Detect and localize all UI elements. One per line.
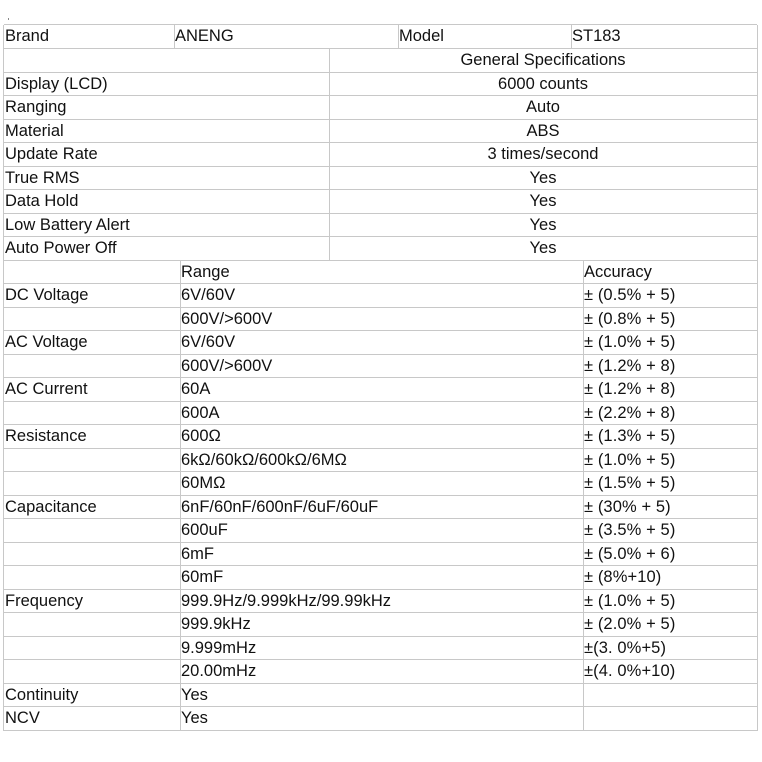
accuracy-value: ± (2.2% + 8) — [584, 403, 676, 422]
cell-border — [757, 308, 758, 332]
general-row — [4, 214, 757, 238]
accuracy-value: ± (3.5% + 5) — [584, 521, 676, 539]
general-row — [4, 96, 757, 120]
cell-border — [757, 378, 758, 402]
function-label — [4, 543, 5, 566]
spec-row — [4, 355, 757, 379]
range-value: 600V/>600V — [181, 309, 273, 328]
accuracy-value: ± (1.2% + 8) — [584, 356, 676, 375]
accuracy-value — [583, 707, 584, 730]
general-row — [4, 120, 757, 144]
range-value: 60A — [181, 380, 211, 398]
general-label: Auto Power Off — [5, 239, 117, 257]
general-value: 6000 counts — [498, 74, 588, 93]
general-row — [4, 190, 757, 214]
accuracy-value: ± (1.3% + 5) — [584, 427, 676, 445]
cell-border — [3, 261, 4, 285]
accuracy-value: ± (0.8% + 5) — [584, 309, 676, 328]
cell-border — [757, 96, 758, 120]
function-label — [4, 566, 5, 589]
cell-border — [757, 49, 758, 73]
spec-row — [4, 378, 757, 402]
general-value: Yes — [529, 192, 557, 210]
accuracy-value: ± (1.5% + 5) — [584, 474, 676, 492]
general-value: Yes — [529, 168, 557, 187]
function-label: AC Current — [5, 380, 88, 398]
spec-row — [4, 284, 757, 308]
cell-border — [757, 237, 758, 261]
cell-border — [757, 143, 758, 167]
general-value: Yes — [529, 239, 557, 257]
spec-row — [4, 308, 757, 332]
general-row — [4, 237, 757, 261]
cell-border — [757, 73, 758, 97]
cell-border — [757, 660, 758, 684]
spec-row — [4, 331, 757, 355]
cell-border — [757, 167, 758, 191]
range-header: Range — [181, 262, 230, 281]
general-value: 3 times/second — [487, 145, 599, 163]
cell-border — [757, 472, 758, 496]
general-label: Data Hold — [5, 192, 79, 210]
range-value: 60MΩ — [181, 474, 226, 492]
accuracy-value: ±(4. 0%+10) — [584, 662, 676, 680]
general-value: Auto — [526, 98, 560, 116]
general-label: Ranging — [5, 98, 67, 116]
brand-label: Brand — [5, 27, 50, 45]
function-label — [4, 402, 5, 425]
range-value: 600Ω — [181, 427, 221, 445]
function-label: Resistance — [5, 427, 87, 445]
spec-row — [4, 472, 757, 496]
function-label — [4, 472, 5, 495]
model-value: ST183 — [572, 27, 621, 45]
cell-border — [757, 261, 758, 285]
function-label — [4, 519, 5, 542]
accuracy-value: ±(3. 0%+5) — [584, 638, 667, 657]
accuracy-value: ± (1.2% + 8) — [584, 380, 676, 398]
spec-row — [4, 637, 757, 661]
range-value: 60mF — [181, 568, 224, 586]
range-value: 9.999mHz — [181, 638, 257, 657]
range-value: 999.9Hz/9.999kHz/99.99kHz — [181, 591, 392, 610]
cell-border — [757, 543, 758, 567]
cell-border — [757, 284, 758, 308]
accuracy-value: ± (1.0% + 5) — [584, 591, 676, 610]
general-label: Material — [5, 121, 64, 140]
spec-row — [4, 543, 757, 567]
cell-border — [757, 449, 758, 473]
cell-border — [757, 707, 758, 731]
range-value: Yes — [181, 709, 208, 727]
brand-value: ANENG — [175, 27, 234, 45]
accuracy-value: ± (8%+10) — [584, 568, 662, 586]
function-label — [4, 613, 5, 636]
function-label: Continuity — [5, 685, 79, 704]
function-label — [4, 355, 5, 378]
spec-row — [4, 519, 757, 543]
cell-border — [757, 355, 758, 379]
cell-border — [757, 496, 758, 520]
general-label: Update Rate — [5, 145, 98, 163]
general-specs-title: General Specifications — [460, 51, 626, 69]
cell-border — [757, 684, 758, 708]
general-title-row — [4, 49, 757, 73]
cell-border — [757, 402, 758, 426]
cell-border — [3, 49, 4, 73]
function-label: Frequency — [5, 591, 83, 610]
function-label: DC Voltage — [5, 286, 89, 304]
accuracy-value: ± (30% + 5) — [584, 497, 671, 516]
function-label — [4, 308, 5, 331]
accuracy-value: ± (5.0% + 6) — [584, 544, 676, 563]
cell-border — [757, 331, 758, 355]
cell-border — [757, 519, 758, 543]
general-row — [4, 73, 757, 97]
range-value: 6V/60V — [181, 333, 236, 351]
general-row — [4, 167, 757, 191]
general-label: Display (LCD) — [5, 74, 108, 93]
accuracy-header: Accuracy — [584, 262, 652, 281]
cell-border — [757, 590, 758, 614]
cell-border — [757, 637, 758, 661]
general-value: ABS — [526, 121, 560, 140]
corner-mark — [8, 18, 9, 20]
model-label: Model — [399, 27, 444, 45]
spec-row — [4, 402, 757, 426]
range-value: 6V/60V — [181, 286, 236, 304]
general-label: Low Battery Alert — [5, 215, 130, 234]
range-value: 600A — [181, 403, 220, 422]
spec-row — [4, 496, 757, 520]
accuracy-value: ± (2.0% + 5) — [584, 615, 676, 633]
cell-border — [757, 566, 758, 590]
range-value: Yes — [181, 685, 208, 704]
range-value: 6mF — [181, 544, 214, 563]
accuracy-value — [583, 684, 584, 707]
accuracy-value: ± (1.0% + 5) — [584, 333, 676, 351]
cell-border — [757, 190, 758, 214]
spec-row — [4, 707, 757, 731]
accuracy-value: ± (0.5% + 5) — [584, 286, 676, 304]
general-row — [4, 143, 757, 167]
function-label — [4, 449, 5, 472]
function-label: NCV — [5, 709, 40, 727]
range-value: 20.00mHz — [181, 662, 257, 680]
function-label — [4, 637, 5, 660]
spec-row — [4, 684, 757, 708]
function-label: Capacitance — [5, 497, 97, 516]
range-value: 999.9kHz — [181, 615, 251, 633]
cell-border — [757, 425, 758, 449]
range-value: 600V/>600V — [181, 356, 273, 375]
function-label — [4, 660, 5, 683]
general-value: Yes — [529, 215, 557, 234]
spec-row — [4, 660, 757, 684]
cell-border — [757, 214, 758, 238]
range-value: 6nF/60nF/600nF/6uF/60uF — [181, 497, 379, 516]
spec-row — [4, 590, 757, 614]
spec-row — [4, 566, 757, 590]
accuracy-value: ± (1.0% + 5) — [584, 450, 676, 469]
spec-row — [4, 425, 757, 449]
range-value: 600uF — [181, 521, 228, 539]
cell-border — [757, 25, 758, 49]
cell-border — [757, 613, 758, 637]
spec-row — [4, 449, 757, 473]
range-value: 6kΩ/60kΩ/600kΩ/6MΩ — [181, 450, 347, 469]
brand-model-row — [4, 25, 757, 49]
spec-row — [4, 613, 757, 637]
cell-border — [757, 120, 758, 144]
spec-header-row — [4, 261, 757, 285]
general-label: True RMS — [5, 168, 80, 187]
function-label: AC Voltage — [5, 333, 88, 351]
spec-table — [4, 24, 757, 731]
